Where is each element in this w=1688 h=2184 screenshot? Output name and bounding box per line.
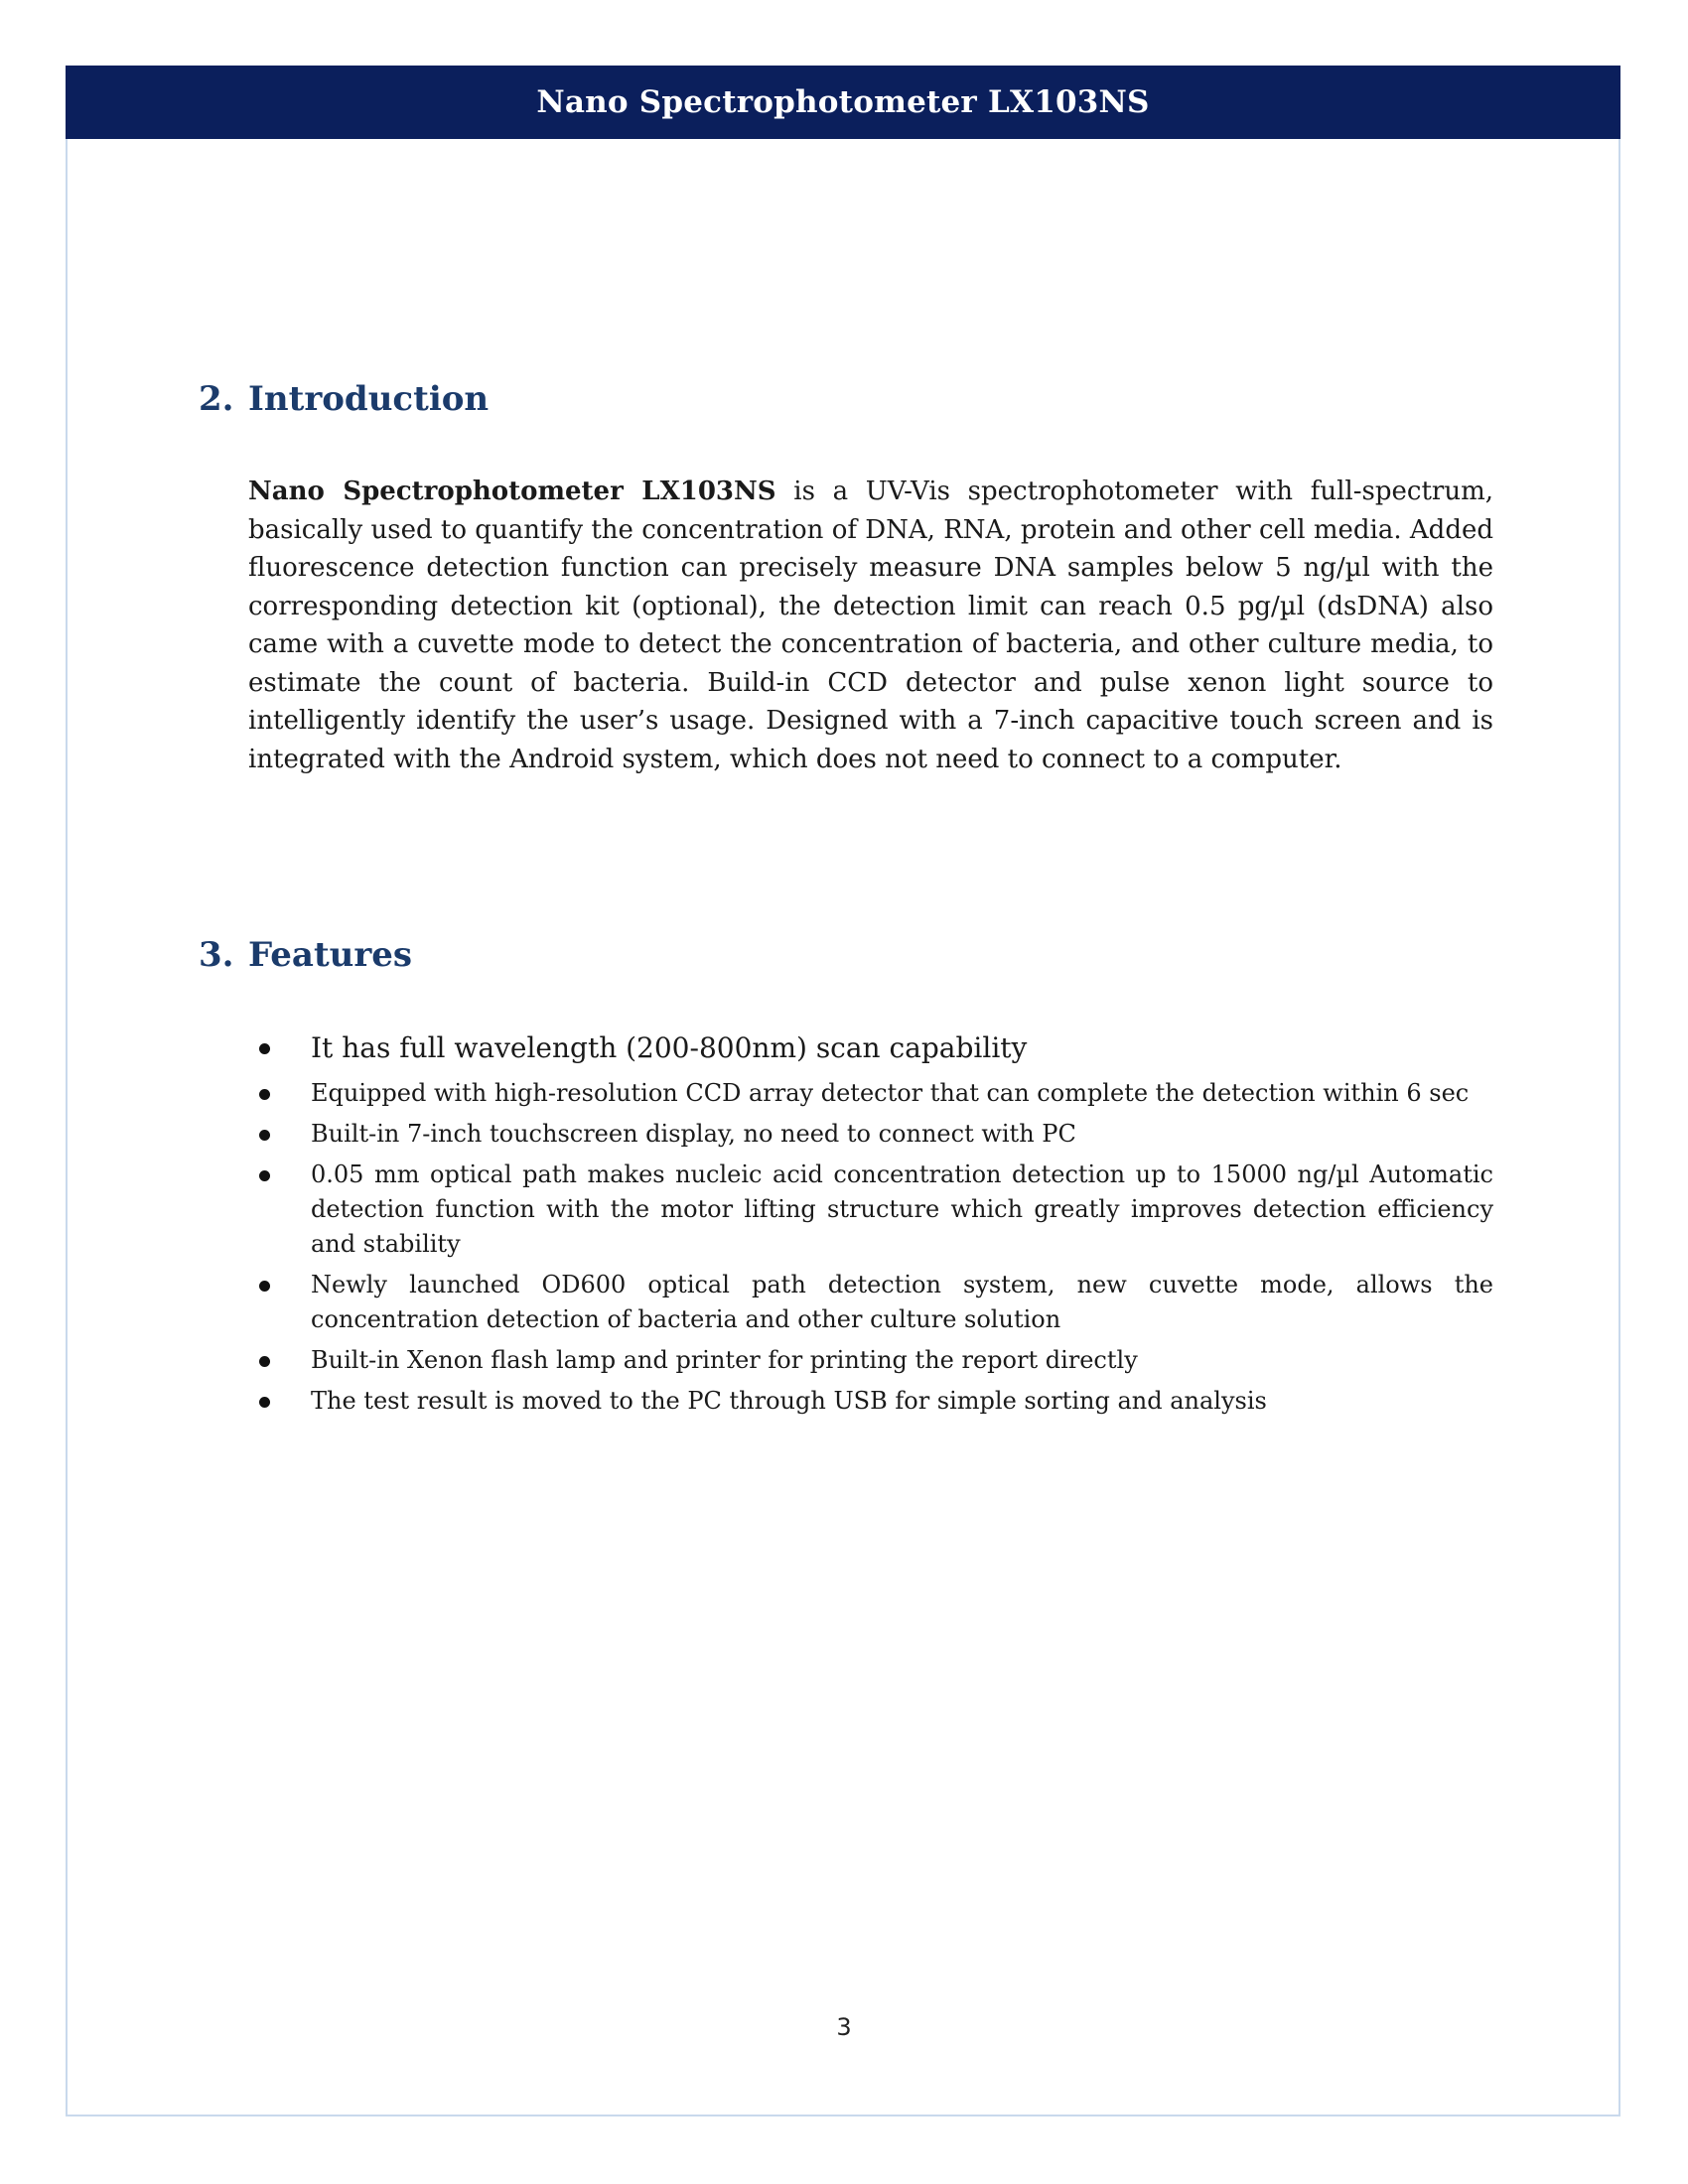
feature-text: The test result is moved to the PC through USB for simple sorting and analysis — [311, 1387, 1267, 1415]
feature-item — [248, 1076, 1493, 1111]
feature-list — [248, 1028, 1493, 1425]
feature-item — [248, 1268, 1493, 1337]
section-number: 3. — [199, 935, 234, 975]
feature-text: Newly launched OD600 optical path detection system, new cuvette mode, allows the concentration detection of bacteria and other culture solution — [311, 1271, 1493, 1333]
section-title: Features — [248, 935, 413, 975]
introduction-text: is a UV-Vis spectrophotometer with full-spectrum, basically used to quantify the concentration of DNA, RNA, protein and other cell media. Added fluorescence detection function can precisely measure DNA samples below 5 ng/µl with the corresponding detection kit (optional), the detection limit can reach 0.5 pg/µl (dsDNA) also came with a cuvette mode to detect the concentration of bacteria, and other culture media, to estimate the count of bacteria. Build-in CCD detector and pulse xenon light source to intelligently identify the user’s usage. Designed with a 7-inch capacitive touch screen and is integrated with the Android system, which does not need to connect to a computer. — [248, 477, 1494, 774]
bullet-icon — [259, 1043, 270, 1054]
feature-item — [248, 1384, 1493, 1419]
bullet-icon — [259, 1397, 270, 1408]
feature-item — [248, 1343, 1493, 1378]
section-title: Introduction — [248, 379, 490, 419]
feature-text: 0.05 mm optical path makes nucleic acid concentration detection up to 15000 ng/µl Automatic detection function with the motor lifting structure which greatly improves detection efficiency and stability — [311, 1160, 1493, 1258]
section-number: 2. — [199, 379, 234, 419]
feature-text: It has full wavelength (200-800nm) scan capability — [311, 1031, 1028, 1064]
feature-item — [248, 1117, 1493, 1152]
product-name: Nano Spectrophotometer LX103NS — [248, 477, 776, 506]
bullet-icon — [259, 1089, 270, 1100]
introduction-heading — [199, 379, 489, 419]
header-bar — [66, 66, 1620, 139]
introduction-paragraph — [248, 473, 1493, 778]
bullet-icon — [259, 1281, 270, 1292]
feature-item — [248, 1158, 1493, 1262]
features-heading — [199, 935, 412, 975]
bullet-icon — [259, 1356, 270, 1367]
feature-text: Equipped with high-resolution CCD array detector that can complete the detection within 6 sec — [311, 1079, 1470, 1107]
feature-item — [248, 1028, 1493, 1068]
bullet-icon — [259, 1170, 270, 1181]
feature-text: Built-in Xenon flash lamp and printer for printing the report directly — [311, 1346, 1138, 1374]
page-number: 3 — [836, 2013, 852, 2041]
feature-text: Built-in 7-inch touchscreen display, no need to connect with PC — [311, 1120, 1076, 1148]
bullet-icon — [259, 1130, 270, 1141]
document-title: Nano Spectrophotometer LX103NS — [536, 84, 1150, 120]
